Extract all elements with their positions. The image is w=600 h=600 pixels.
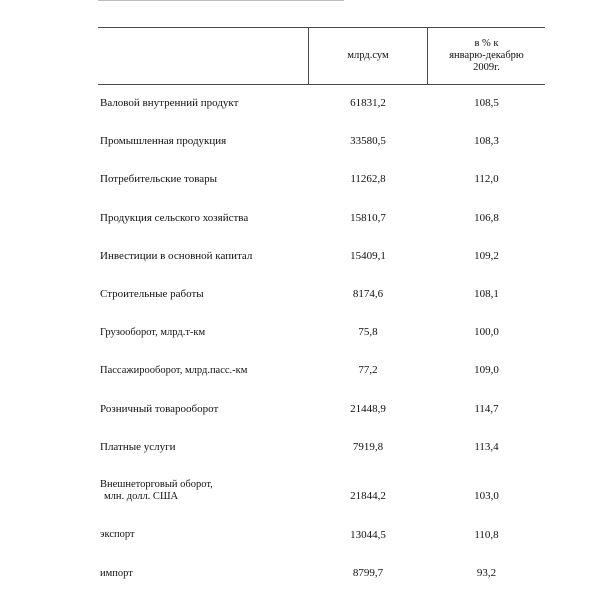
row-label: Потребительские товары (100, 173, 218, 186)
row-label: Валовой внутренний продукт (100, 97, 239, 110)
row-percent: 100,0 (474, 326, 499, 339)
row-label: Строительные работы (100, 288, 204, 301)
statistics-table-body (98, 84, 545, 592)
row-value: 13044,5 (350, 528, 386, 541)
row-value: 75,8 (358, 326, 378, 339)
row-percent: 109,0 (474, 364, 499, 377)
row-label: Розничный товарооборот (100, 402, 219, 415)
row-value: 15810,7 (350, 211, 386, 224)
table-row (98, 199, 545, 237)
row-percent: 108,1 (474, 288, 499, 301)
row-label (100, 466, 300, 516)
table-row (98, 84, 545, 122)
table-row (98, 351, 545, 389)
row-value: 21844,2 (350, 489, 386, 502)
row-percent: 106,8 (474, 211, 499, 224)
table-row (98, 160, 545, 198)
row-label: Грузооборот, млрд.т-км (100, 326, 206, 338)
row-value: 8174,6 (352, 288, 384, 301)
header-percent (428, 28, 545, 84)
table-row (98, 390, 545, 428)
table-row (98, 313, 545, 351)
row-percent: 112,0 (474, 173, 499, 186)
table-row (98, 122, 545, 160)
row-percent: 114,7 (474, 402, 499, 415)
table-row (98, 428, 545, 466)
table-row (98, 554, 545, 592)
row-label: Инвестиции в основной капитал (100, 249, 253, 262)
row-value: 8799,7 (352, 567, 384, 580)
row-label: экспорт (100, 529, 135, 541)
row-label-line: Внешнеторговый оборот, (100, 478, 213, 490)
row-percent: 93,2 (476, 567, 497, 580)
table-row (98, 275, 545, 313)
table-row (98, 237, 545, 275)
row-percent: 113,4 (474, 440, 499, 453)
row-value: 11262,8 (350, 173, 386, 186)
table-row (98, 466, 545, 516)
row-percent: 110,8 (474, 528, 499, 541)
row-label-line: млн. долл. США (104, 490, 179, 502)
row-percent: 103,0 (474, 489, 499, 502)
header-value: млрд.сум (347, 50, 389, 61)
row-percent: 109,2 (474, 249, 499, 262)
statistics-table-header (98, 27, 545, 85)
row-percent: 108,3 (474, 135, 499, 148)
header-percent-line: январю-декабрю (449, 50, 524, 61)
row-label: Пассажирооборот, млрд.пасс.-км (100, 364, 248, 376)
table-header-row (98, 27, 545, 85)
row-label: Платные услуги (100, 440, 176, 453)
row-label: Промышленная продукция (100, 135, 227, 148)
row-value: 15409,1 (350, 249, 386, 262)
header-percent-line: 2009г. (473, 62, 500, 73)
row-label: импорт (100, 567, 133, 579)
row-percent: 108,5 (474, 97, 499, 110)
header-percent-line: в % к (474, 38, 499, 49)
row-value: 33580,5 (350, 135, 386, 148)
top-divider (98, 0, 344, 1)
row-value: 7919,8 (352, 440, 384, 453)
row-label: Продукция сельского хозяйства (100, 211, 249, 224)
table-row (98, 516, 545, 554)
row-value: 77,2 (358, 364, 378, 377)
row-value: 61831,2 (350, 97, 386, 110)
row-value: 21448,9 (350, 402, 386, 415)
